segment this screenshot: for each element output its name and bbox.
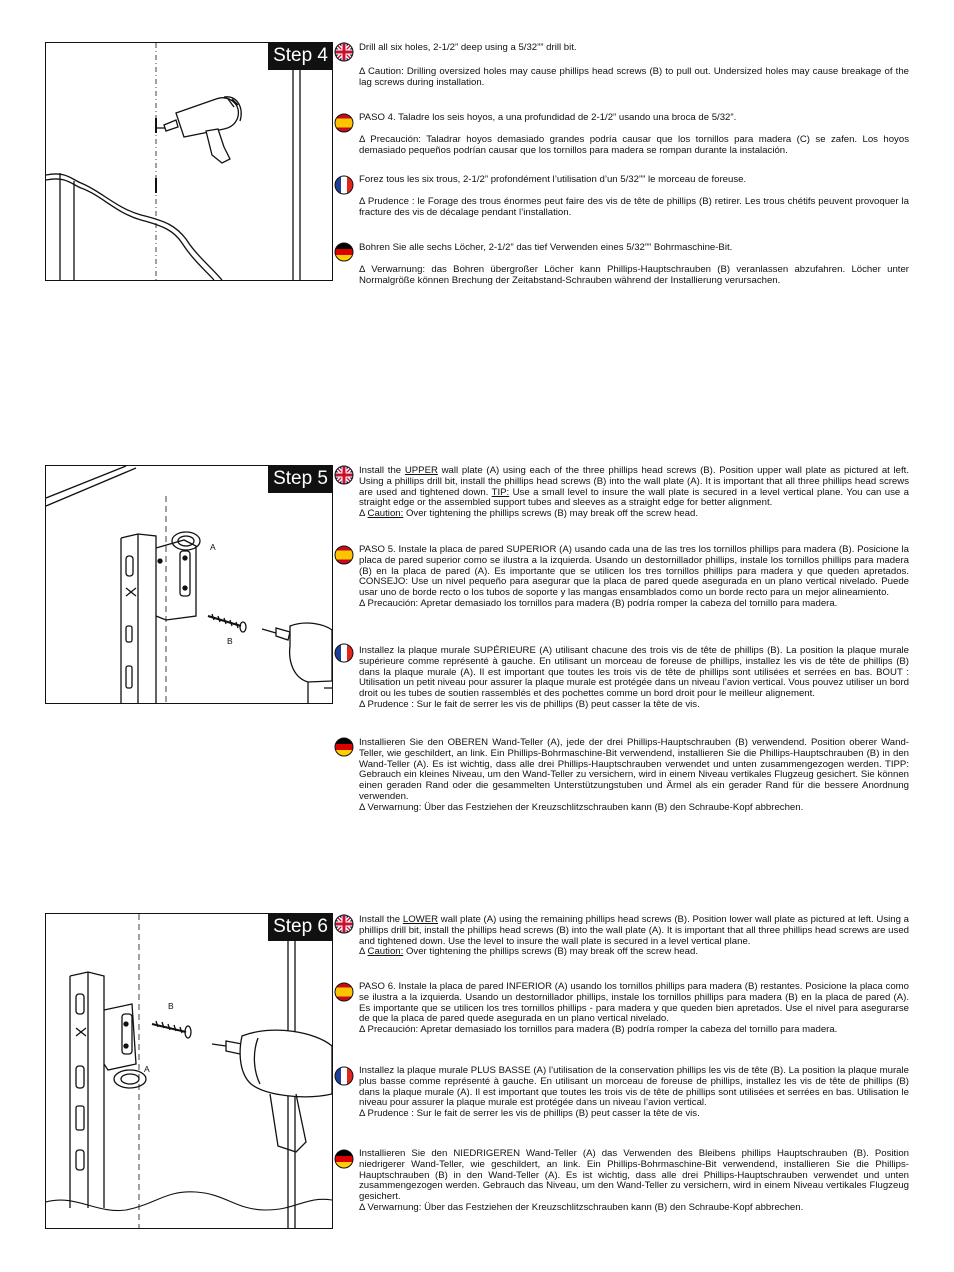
uk-flag-icon [334, 465, 354, 485]
step-4-es-text: PASO 4. Taladre los seis hoyos, a una profundidad de 2-1/2” usando una broca de 5/32”. [359, 112, 737, 123]
uk-flag-icon [334, 42, 354, 62]
france-flag-icon [334, 1066, 354, 1086]
step-4-en-caution: Δ Caution: Drilling oversized holes may cause phillips head screws (B) to pull out. Undersized holes may cause breakage of the lag screws during installation. [359, 66, 909, 88]
step-5-es-text: PASO 5. Instale la placa de pared SUPERIOR (A) usando cada una de las tres los tornillos phillips para madera (B). Posicione la placa de pared superior como se ilustra a la izquierda. Usando un destornillador phillips, instale los tornillos phillips para madera (B) en la placa de pared (A). Es importante que se utilicen los tres tornillos phillips para madera y que queden apretados. CONSEJO: Use un nivel pequeño para asegurar que la placa de pared quede asegurada en un plano vertical nivelado. Puede usar uno de borde recto o los tubos de soporte y las mangas ensamblados como un borde recto para un mejor alineamiento. Δ Precaución: Apretar demasiado los tornillos para madera (B) podría romper la cabeza del tornillo para madera. [359, 544, 909, 609]
label-b: B [227, 636, 233, 646]
step-4-es-caution: Δ Precaución: Taladrar hoyos demasiado grandes podría causar que los tornillos para madera (C) se zafen. Los hoyos demasiado pequeños podrían causar que los tornillos para madera se rompan durante la instalación. [359, 134, 909, 156]
step-4-de-text: Bohren Sie alle sechs Löcher, 2-1/2” das tief Verwenden eines 5/32”” Bohrmaschine-Bit. [359, 242, 733, 253]
step-5-de-text: Installieren Sie den OBEREN Wand-Teller (A), jede der drei Phillips-Hauptschrauben (B) verwendend. Position oberer Wand-Teller, wie geschildert, an link. Ein Phillips-Bohrmaschine-Bit verwendend, installieren Sie die Phillips-Hauptschrauben (B) in den Wand-Teller (A). Es ist wichtig, dass alle drei Phillips-Hauptschrauben verwendet und unten zusammengezogen werden. TIPP: Gebrauch ein kleines Niveau, um den Wand-Teller zu versichern, wird in einem Niveau vertikales Flugzeug gesichert. Sie können einen geraden Rand oder die gesammelten Unterstützungstuben und Ärmel als ein gerader Rand für die bessere Anordnung verwenden. Δ Verwarnung: Über das Festziehen der Kreuzschlitzschrauben kann (B) den Schraube-Kopf abbrechen. [359, 737, 909, 813]
spain-flag-icon [334, 545, 354, 565]
france-flag-icon [334, 175, 354, 195]
step-5-illustration [45, 465, 333, 704]
germany-flag-icon [334, 242, 354, 262]
step-6-label: Step 6 [268, 914, 332, 941]
step-6-illustration [45, 913, 333, 1229]
step-4-fr-text: Forez tous les six trous, 2-1/2” profondément l’utilisation d’un 5/32”” le morceau de foreuse. [359, 174, 747, 185]
label-a: A [144, 1064, 150, 1074]
label-b: B [168, 1001, 174, 1011]
step-6-de-text: Installieren Sie den NIEDRIGEREN Wand-Teller (A) das Verwenden des Bleibens phillips Hauptschrauben (B). Position niedrigerer Wand-Teller, wie geschildert, an link. Ein Phillips-Bohrmaschine-Bit verwendend, installieren Sie die Phillips-Hauptschrauben (B) in den Wand-Teller (A). Es ist wichtig, dass alle drei Phillips-Hauptschrauben verwendet und unten zusammengezogen werden. Gebrauch das Niveau, um den Wand-Teller zu versichern, wird in einem Niveau vertikales Flugzeug gesichert. Δ Verwarnung: Über das Festziehen der Kreuzschlitzschrauben kann (B) den Schraube-Kopf abbrechen. [359, 1148, 909, 1213]
step-5-en-text: Install the UPPER wall plate (A) using each of the three phillips head screws (B). Position upper wall plate as pictured at left. Using a phillips drill bit, install the phillips head screws (B) into the wall plate (A). It is important that all three phillips head screws are used and tightened down. TIP: Use a small level to insure the wall plate is secured in a level vertical plane. You can use a straight edge or the assembled support tubes and sleeves as a straight edge for better alignment. Δ Caution: Over tightening the phillips screws (B) may break off the screw head. [359, 465, 910, 520]
germany-flag-icon [334, 1149, 354, 1169]
step-4-illustration [45, 42, 333, 281]
spain-flag-icon [334, 113, 354, 133]
step-4-en-text: Drill all six holes, 2-1/2” deep using a 5/32”” drill bit. [359, 42, 577, 53]
drill-wall-drawing [46, 43, 332, 280]
step-6-fr-text: Installez la plaque murale PLUS BASSE (A) l’utilisation de la conservation phillips les vis de tête (B). La position la plaque murale plus basse comme représenté à gauche. En utilisant un morceau de foreuse de phillips, installez les vis de tête de phillips (B) dans la plaque murale (A). Il est important que toutes les trois vis de tête de phillips sont utilisées et serrées en bas. Utilisation le niveau pour assurer la plaque murale est protégée dans un niveau l’avion vertical. Δ Prudence : Sur le fait de serrer les vis de phillips (B) peut casser la tête de vis. [359, 1065, 909, 1120]
france-flag-icon [334, 643, 354, 663]
step-5-fr-text: Installez la plaque murale SUPÉRIEURE (A) utilisant chacune des trois vis de tête de phillips (B). La position la plaque murale supérieure comme représenté à gauche. En utilisant un morceau de foreuse de phillips, installez les vis de tête de phillips (B) dans la plaque murale (A). Il est important que toutes les trois vis de tête de phillips sont utilisées et serrées en bas. BOUT : Utilisation un petit niveau pour assurer la plaque murale est protégée dans un niveau l’avion vertical. Vous pouvez utiliser un bord droit ou les tubes de soutien rassemblés et des pochettes comme un bord droit pour le meilleur alignement. Δ Prudence : Sur le fait de serrer les vis de phillips (B) peut casser la tête de vis. [359, 645, 909, 710]
lower-wall-plate-drawing [46, 914, 332, 1228]
spain-flag-icon [334, 982, 354, 1002]
uk-flag-icon [334, 914, 354, 934]
label-a: A [210, 542, 216, 552]
step-6-es-text: PASO 6. Instale la placa de pared INFERIOR (A) usando los tornillos phillips para madera (B) restantes. Posicione la placa como se ilustra a la izquierda. Usando un destornillador phillips, instale los tornillos phillips para madera (B) en la placa de pared (A). Es importante que se utilicen los tres tornillos phillips - para madera y que queden bien apretados. Use el nivel para asegurarse de que la placa de pared quede asegurada en un plano vertical nivelado. Δ Precaución: Apretar demasiado los tornillos para madera (B) podría romper la cabeza del tornillo para madera. [359, 981, 909, 1036]
step-4-label: Step 4 [268, 43, 332, 70]
upper-wall-plate-drawing [46, 466, 332, 703]
step-5-label: Step 5 [268, 466, 332, 493]
step-4-fr-caution: Δ Prudence : le Forage des trous énormes peut faire des vis de tête de phillips (B) retirer. Les trous chétifs peuvent provoquer la fracture des vis de décalage pendant l’installation. [359, 196, 909, 218]
step-6-en-text: Install the LOWER wall plate (A) using the remaining phillips head screws (B). Position lower wall plate as pictured at left. Using a phillips drill bit, install the phillips head screws (B) into the wall plate (A). It is important that all three phillips head screws are used and tightened down. Use the level to insure the wall plate is secured in a level vertical plane. Δ Caution: Over tightening the phillips screws (B) may break off the screw head. [359, 914, 910, 958]
step-4-de-caution: Δ Verwarnung: das Bohren übergroßer Löcher kann Phillips-Hauptschrauben (B) veranlassen abzufahren. Löcher unter Normalgröße können Brechung der Zeitabstand-Schrauben während der Installierung verursachen. [359, 264, 909, 286]
germany-flag-icon [334, 737, 354, 757]
